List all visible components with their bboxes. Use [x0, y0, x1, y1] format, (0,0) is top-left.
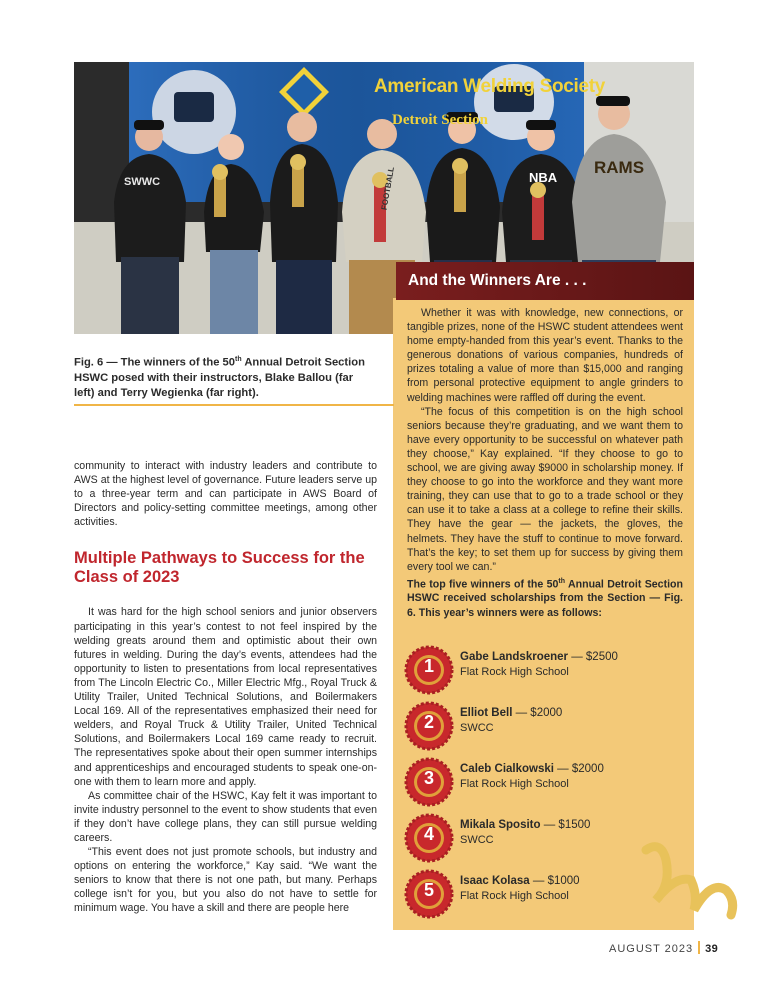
- winners-lead: [407, 575, 683, 620]
- panel-paragraph-2: “The focus of this competition is on the high school seniors because they’re graduating, and we want them to have every opportunity to be successful on whatever path they choose,” Kay explained. “If they choose to go to school, we are giving away $9000 in scholarship money. If they choose to go into the workforce and they want more training, they can use that to go to a trade school or they can use it to take a class at a college to refine their skills. They have the gear — the jackets, the gloves, the helmets. They have the stuff to continue to move forward. That’s the key; to set them up for success by giving them every tool we can.”: [407, 405, 683, 573]
- rosette-icon: [404, 701, 454, 751]
- winner-name: Isaac Kolasa: [460, 875, 530, 887]
- footer-divider: [698, 941, 700, 954]
- left-column: [74, 459, 377, 916]
- body-paragraph: “This event does not just promote schools, but industry and options on entering the workforce,” Kay said. “We want the seniors to know that there is not one path, but many. Perhaps college isn’t for you, but you also do not have to settle for minimum wage. You have a skill and there are people here: [74, 846, 377, 915]
- winner-rank: 2: [423, 712, 434, 732]
- winner-school: SWCC: [460, 834, 494, 846]
- section-heading: Multiple Pathways to Success for the Class of 2023: [74, 549, 365, 587]
- page-number: 39: [705, 943, 718, 955]
- winner-school: SWCC: [460, 722, 494, 734]
- winner-item: [404, 645, 684, 693]
- winners-panel-header: [396, 262, 694, 300]
- winner-name: Caleb Cialkowski: [460, 763, 554, 775]
- winner-school: Flat Rock High School: [460, 666, 569, 678]
- body-paragraph: As committee chair of the HSWC, Kay felt it was important to invite industry personnel to the event to show students that even if they don’t have college plans, they can still pursue welding careers.: [74, 789, 377, 844]
- winner-name-line: [460, 763, 604, 775]
- winners-panel-body: [407, 306, 683, 620]
- winner-prize: — $2500: [568, 651, 618, 663]
- winners-lead-sup: th: [558, 577, 566, 585]
- shirt-text-nba: NBA: [529, 170, 558, 185]
- winner-item: [404, 701, 684, 749]
- winners-heading: And the Winners Are . . .: [408, 272, 587, 289]
- body-paragraph: It was hard for the high school seniors and junior observers participating in this year’s contest to not feel inspired by the welding greats around them and optimistic about their own futures in welding. During the day’s events, attendees had the opportunity to listen to presentations from local representatives from The Lincoln Electric Co., Miller Electric Mfg., Royal Truck & Utility Trailer, United Technical Solutions, and Boilermakers Local 169. All of the representatives emphasized their need for welders, and Royal Truck & Utility Trailer, United Technical Solutions, and Boilermakers Local 169 came ready to recruit. The representatives spoke about their open summer internships and apprenticeships and encouraged students to speak one-on-one with them to learn more and apply.: [74, 606, 377, 788]
- banner-subtitle: Detroit Section: [392, 112, 488, 128]
- winner-prize: — $1500: [540, 819, 591, 831]
- issue-date: AUGUST 2023: [608, 943, 694, 955]
- winner-rank: 5: [423, 880, 434, 900]
- banner-title: American Welding Society: [374, 76, 606, 97]
- rosette-icon: [404, 645, 454, 695]
- caption-sup: th: [235, 356, 242, 363]
- winner-name-line: [460, 707, 562, 719]
- shirt-text-rams: RAMS: [594, 158, 645, 177]
- caption-prefix: Fig. 6 — The winners of the 50: [74, 356, 236, 369]
- winner-school: Flat Rock High School: [460, 778, 569, 790]
- caption-divider: [74, 404, 394, 406]
- rosette-icon: [404, 757, 454, 807]
- winner-rank: 4: [423, 824, 434, 844]
- shirt-text-football: FOOTBALL: [379, 166, 396, 211]
- winner-school: Flat Rock High School: [460, 890, 569, 902]
- shirt-text-swwc: SWWC: [124, 176, 161, 188]
- rosette-icon: [404, 869, 454, 919]
- caption-rest: Annual Detroit Section HSWC posed with their instructors, Blake Ballou (far left) and Terry Wegienka (far right).: [74, 356, 365, 399]
- winner-name-line: [460, 819, 590, 831]
- rosette-icon: [404, 813, 454, 863]
- page-footer: [609, 941, 718, 955]
- winner-name-line: [460, 651, 618, 663]
- panel-paragraph-1: Whether it was with knowledge, new connections, or tangible prizes, none of the HSWC student attendees went home empty-handed from this year’s event. Thanks to the generous donations of various companies, hundreds of prizes totaling a value of more than $15,000 and ranging from personal protective equipment to angle grinders to welding machines were raffled off during the event.: [407, 307, 683, 404]
- winner-rank: 3: [423, 768, 434, 788]
- winner-prize: — $2000: [553, 763, 604, 775]
- winner-name: Elliot Bell: [460, 707, 513, 719]
- ribbon-decoration-icon: [636, 840, 746, 920]
- winner-item: [404, 757, 684, 805]
- winner-name: Gabe Landskroener: [460, 651, 569, 663]
- winner-name: Mikala Sposito: [460, 819, 541, 831]
- figure-caption: [74, 352, 376, 401]
- winners-lead-a: The top five winners of the 50: [407, 578, 559, 591]
- winner-name-line: [460, 875, 580, 887]
- body-paragraph: community to interact with industry leaders and contribute to AWS at the highest level of governance. Future leaders serve up to a three-year term and can participate in AWS Board of Directors and policy-setting committee meetings, among other activities.: [74, 460, 377, 529]
- winner-rank: 1: [423, 656, 434, 676]
- winner-prize: — $1000: [529, 875, 580, 887]
- winner-prize: — $2000: [512, 707, 563, 719]
- winners-lead-b: Annual Detroit Section HSWC received scholarships from the Section — Fig. 6. This year’s winners were as follows:: [407, 578, 683, 619]
